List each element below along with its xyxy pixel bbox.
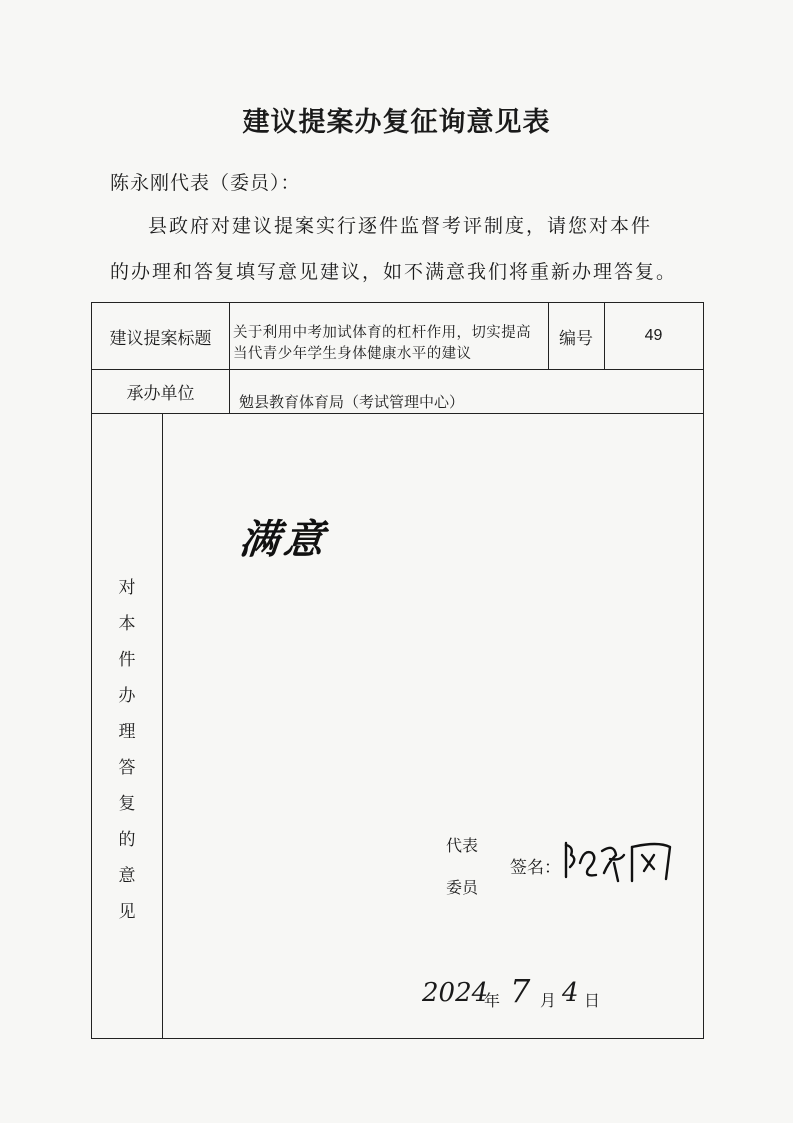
signature-label: 签名： <box>510 858 561 878</box>
representative-label: 代表 <box>446 836 479 855</box>
col-divider-opinion <box>162 413 163 1039</box>
opinion-handwritten: 满意 <box>237 516 331 563</box>
date-year: 2024 <box>422 978 489 1008</box>
intro-paragraph <box>110 203 705 295</box>
topic-label: 建议提案标题 <box>109 328 212 349</box>
member-label: 委员 <box>446 878 479 897</box>
date-month: 7 <box>510 972 531 1010</box>
handwritten-signature <box>558 833 688 893</box>
page-title: 建议提案办复征询意见表 <box>242 107 551 138</box>
number-label: 编号 <box>559 328 593 349</box>
unit-label: 承办单位 <box>126 383 195 404</box>
feedback-form <box>91 302 704 1039</box>
col-divider-topic <box>229 303 230 369</box>
date-month-unit: 月 <box>540 991 557 1010</box>
col-divider-unit <box>229 369 230 413</box>
unit-value: 勉县教育体育局（考试管理中心） <box>239 393 465 411</box>
number-value: 49 <box>644 327 663 344</box>
topic-value: 关于利用中考加试体育的杠杆作用，切实提高当代青少年学生身体健康水平的建议 <box>233 325 531 362</box>
opinion-label: 对本件办理答复的意见 <box>118 578 136 922</box>
date-day: 4 <box>562 978 579 1008</box>
intro-line-1: 县政府对建议提案实行逐件监督考评制度，请您对本件 <box>148 215 653 237</box>
signature-text <box>562 903 565 904</box>
row-divider-2 <box>92 413 703 414</box>
salutation: 陈永刚代表（委员）： <box>110 172 301 194</box>
intro-line-2: 的办理和答复填写意见建议，如不满意我们将重新办理答复。 <box>110 261 678 283</box>
date-day-unit: 日 <box>584 991 601 1010</box>
date-year-unit: 年 <box>484 991 501 1010</box>
